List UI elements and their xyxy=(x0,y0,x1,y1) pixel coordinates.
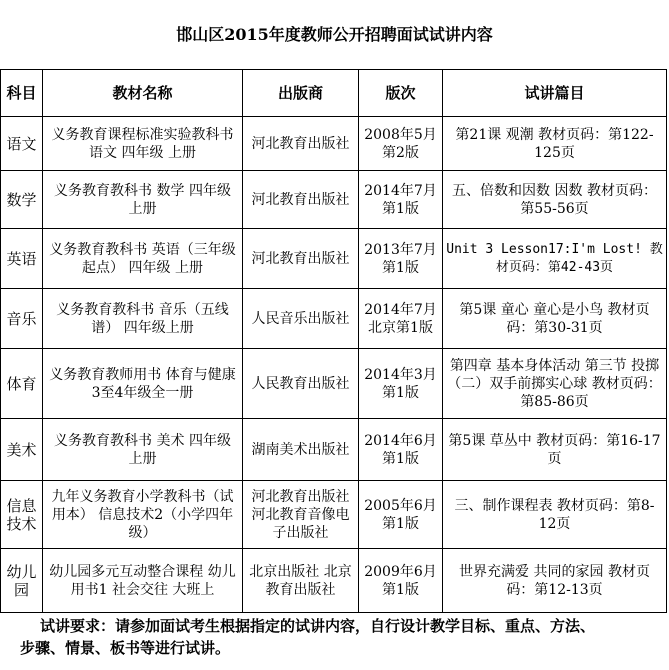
subject-cell: 英语 xyxy=(1,229,43,289)
textbook-cell: 义务教育课程标准实验教科书 语文 四年级 上册 xyxy=(43,117,243,171)
textbook-cell: 义务教育教师用书 体育与健康 3至4年级全一册 xyxy=(43,349,243,419)
subject-cell: 体育 xyxy=(1,349,43,419)
textbook-cell: 幼儿园多元互动整合课程 幼儿用书1 社会交往 大班上 xyxy=(43,549,243,613)
publisher-cell: 湖南美术出版社 xyxy=(243,419,359,481)
publisher-cell: 河北教育出版社 xyxy=(243,229,359,289)
edition-cell: 2009年6月第1版 xyxy=(359,549,443,613)
subject-cell: 美术 xyxy=(1,419,43,481)
table-row xyxy=(1,117,667,171)
publisher-cell: 北京出版社 北京教育出版社 xyxy=(243,549,359,613)
subject-cell: 语文 xyxy=(1,117,43,171)
publisher-cell: 人民音乐出版社 xyxy=(243,289,359,349)
publisher-cell: 河北教育出版社 河北教育音像电子出版社 xyxy=(243,481,359,549)
edition-cell: 2013年7月第1版 xyxy=(359,229,443,289)
content-cell: 第5课 童心 童心是小鸟 教材页码：第30-31页 xyxy=(443,289,667,349)
edition-cell: 2005年6月第1版 xyxy=(359,481,443,549)
table-row xyxy=(1,289,667,349)
textbook-cell: 义务教育教科书 英语（三年级起点） 四年级 上册 xyxy=(43,229,243,289)
table-row xyxy=(1,229,667,289)
textbook-cell: 义务教育教科书 数学 四年级 上册 xyxy=(43,171,243,229)
interview-content-table xyxy=(0,69,667,613)
table-row xyxy=(1,481,667,549)
publisher-cell: 河北教育出版社 xyxy=(243,171,359,229)
publisher-cell: 河北教育出版社 xyxy=(243,117,359,171)
edition-cell: 2014年3月第1版 xyxy=(359,349,443,419)
requirement-line-2: 步骤、情景、板书等进行试讲。 xyxy=(20,639,231,657)
interview-requirement xyxy=(10,615,660,659)
content-cell: 三、制作课程表 教材页码：第8-12页 xyxy=(443,481,667,549)
header-subject: 科目 xyxy=(1,70,43,117)
edition-cell: 2014年7月第1版 xyxy=(359,171,443,229)
header-edition: 版次 xyxy=(359,70,443,117)
table-row xyxy=(1,549,667,613)
content-cell: 第21课 观潮 教材页码：第122-125页 xyxy=(443,117,667,171)
edition-cell: 2014年7月北京第1版 xyxy=(359,289,443,349)
content-cell: 第5课 草丛中 教材页码：第16-17页 xyxy=(443,419,667,481)
textbook-cell: 九年义务教育小学教科书（试用本） 信息技术2（小学四年级） xyxy=(43,481,243,549)
page-title: 邯山区2015年度教师公开招聘面试试讲内容 xyxy=(176,25,493,44)
content-cell: 世界充满爱 共同的家园 教材页码：第12-13页 xyxy=(443,549,667,613)
subject-cell: 幼儿园 xyxy=(1,549,43,613)
textbook-cell: 义务教育教科书 美术 四年级 上册 xyxy=(43,419,243,481)
subject-cell: 音乐 xyxy=(1,289,43,349)
textbook-cell: 义务教育教科书 音乐（五线谱） 四年级上册 xyxy=(43,289,243,349)
table-row xyxy=(1,419,667,481)
table-row xyxy=(1,349,667,419)
table-header-row xyxy=(1,70,667,117)
edition-cell: 2008年5月第2版 xyxy=(359,117,443,171)
edition-cell: 2014年6月第1版 xyxy=(359,419,443,481)
requirement-line-1: 试讲要求：请参加面试考生根据指定的试讲内容，自行设计教学目标、重点、方法、 xyxy=(40,617,596,635)
publisher-cell: 人民教育出版社 xyxy=(243,349,359,419)
table-row xyxy=(1,171,667,229)
subject-cell: 数学 xyxy=(1,171,43,229)
header-content: 试讲篇目 xyxy=(443,70,667,117)
subject-cell: 信息技术 xyxy=(1,481,43,549)
header-publisher: 出版商 xyxy=(243,70,359,117)
content-cell: 第四章 基本身体活动 第三节 投掷 （二）双手前掷实心球 教材页码：第85-86页 xyxy=(443,349,667,419)
content-cell: Unit 3 Lesson17:I'm Lost! 教材页码：第42-43页 xyxy=(443,229,667,289)
content-cell: 五、倍数和因数 因数 教材页码：第55-56页 xyxy=(443,171,667,229)
header-textbook: 教材名称 xyxy=(43,70,243,117)
